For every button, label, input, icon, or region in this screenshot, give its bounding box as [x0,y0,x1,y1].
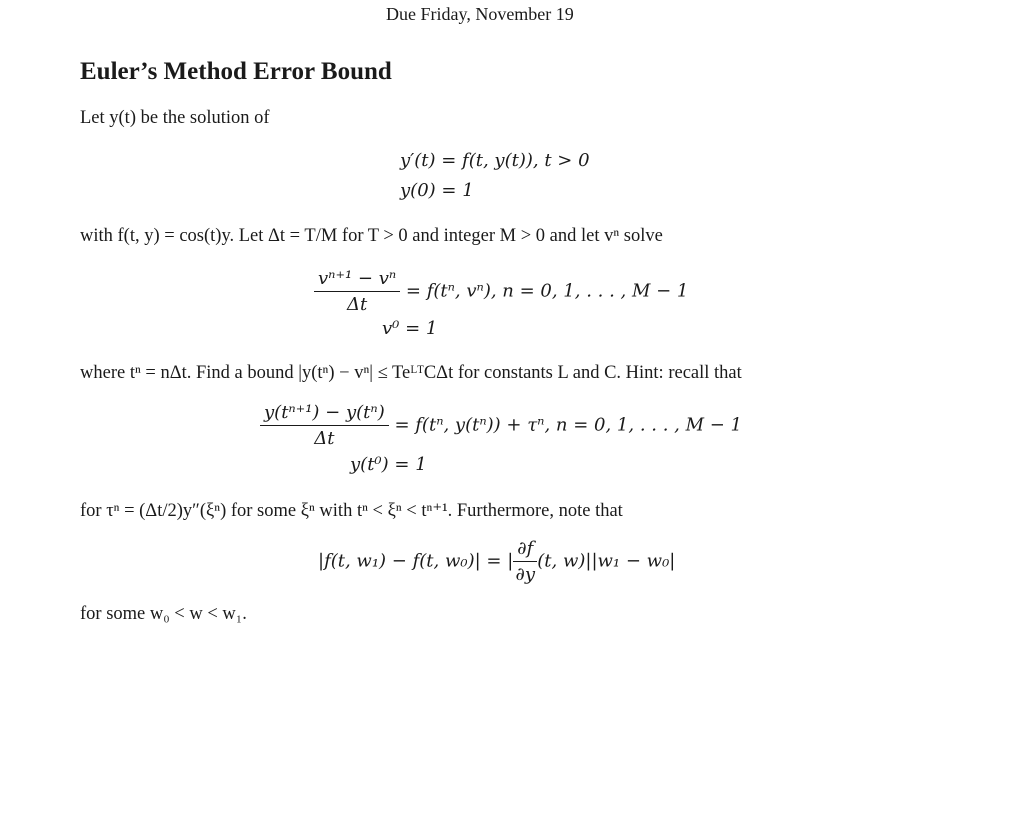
scheme-equation [314,268,688,315]
due-date: Due Friday, November 19 [386,4,574,24]
intro-text: Let y(t) be the solution of [80,108,270,128]
scheme-initial-condition: v⁰ = 1 [382,318,438,339]
scheme-denominator: Δt [346,294,368,315]
ode-initial-condition: y(0) = 1 [400,180,474,201]
lipschitz-numerator: ∂f [513,538,537,562]
lipschitz-denominator: ∂y [515,564,535,585]
final-text: for some w₀ < w < w₁. [80,604,247,624]
truncation-text: for τⁿ = (Δt/2)y″(ξⁿ) for some ξⁿ with tⁿ < ξⁿ < tⁿ⁺¹. Furthermore, note that [80,501,623,521]
hint-equation [260,402,742,449]
scheme-numerator: vⁿ⁺¹ − vⁿ [314,268,400,292]
page-title: Euler’s Method Error Bound [80,58,392,85]
scheme-rhs: = f(tⁿ, vⁿ), n = 0, 1, . . . , M − 1 [405,280,689,302]
hint-numerator: y(tⁿ⁺¹) − y(tⁿ) [260,402,389,426]
lipschitz-fraction [513,538,537,585]
bound-text: where tⁿ = nΔt. Find a bound |y(tⁿ) − vⁿ| ≤ TeᴸᵀCΔt for constants L and C. Hint: recall that [80,363,742,383]
hint-initial-condition: y(t⁰) = 1 [350,454,427,475]
ode-equation: y′(t) = f(t, y(t)), t > 0 [400,150,590,171]
hint-denominator: Δt [314,428,335,449]
setup-text: with f(t, y) = cos(t)y. Let Δt = T/M for T > 0 and integer M > 0 and let vⁿ solve [80,226,663,246]
lipschitz-lhs: |f(t, w₁) − f(t, w₀)| = | [318,550,514,572]
scheme-fraction [314,268,400,315]
lipschitz-rhs: (t, w)||w₁ − w₀| [537,550,676,572]
hint-rhs: = f(tⁿ, y(tⁿ)) + τⁿ, n = 0, 1, . . . , M − 1 [394,414,743,436]
hint-fraction [260,402,389,449]
lipschitz-equation [318,538,675,585]
